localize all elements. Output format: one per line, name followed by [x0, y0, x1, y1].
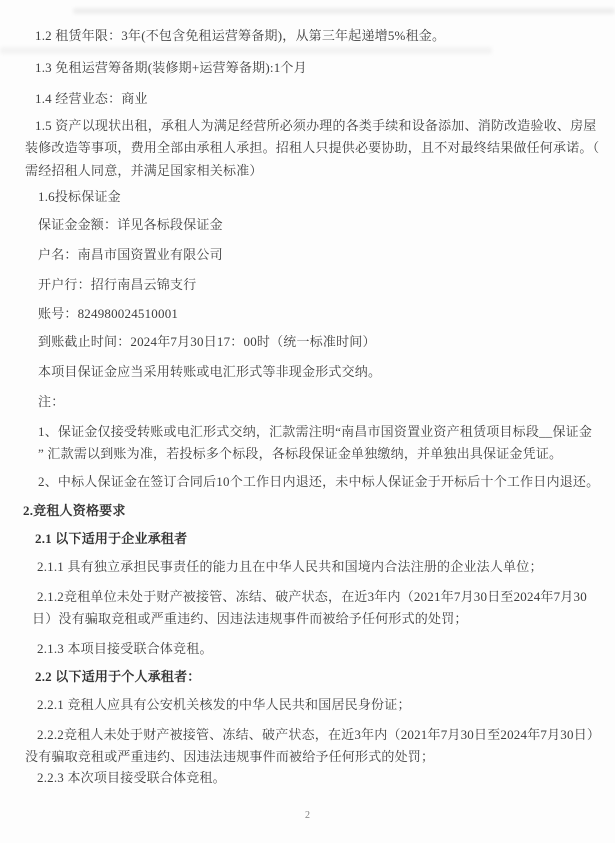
- scan-artifact-top: [73, 8, 615, 14]
- clause-1-5-line-2: 装修改造等事项，费用全部由承租人承担。招租人只提供必要协助，且不对最终结果做任何承诺。（: [25, 140, 600, 155]
- deposit-amount: 保证金金额：详见各标段保证金: [38, 217, 223, 232]
- clause-2-1-1: 2.1.1 具有独立承担民事责任的能力且在中华人民共和国境内合法注册的企业法人单位；: [37, 559, 543, 574]
- clause-1-2: 1.2 租赁年限：3年(不包含免租运营筹备期)，从第三年起递增5%租金。: [35, 28, 446, 43]
- deadline: 到账截止时间：2024年7月30日17：00时（统一标准时间）: [38, 334, 376, 349]
- clause-2-1-2-line-2: 日）没有骗取竞租或严重违约、因违法违规事件而被给予任何形式的处罚；: [32, 611, 468, 626]
- clause-1-5-line-3: 需经招租人同意，并满足国家相关标准）: [25, 163, 263, 178]
- clause-2-1-2-line-1: 2.1.2竞租单位未处于财产被接管、冻结、破产状态，在近3年内（2021年7月30日至2024年7月30: [37, 589, 587, 604]
- clause-1-4: 1.4 经营业态：商业: [35, 91, 148, 106]
- section-2-2-heading: 2.2 以下适用于个人承租者：: [35, 669, 201, 684]
- account-name: 户名：南昌市国资置业有限公司: [38, 247, 223, 262]
- note-1-line-2: ” 汇款需以到账为准，若投标多个标段，各标段保证金单独缴纳，并单独出具保证金凭证。: [38, 446, 563, 461]
- clause-2-1-3: 2.1.3 本项目接受联合体竞租。: [37, 641, 213, 656]
- clause-1-6-heading: 1.6投标保证金: [38, 189, 121, 204]
- note-2: 2、中标人保证金在签订合同后10个工作日内退还，未中标人保证金于开标后十个工作日内退还。: [38, 474, 600, 489]
- account-number: 账号：824980024510001: [38, 306, 179, 321]
- payment-form-note: 本项目保证金应当采用转账或电汇形式等非现金形式交纳。: [38, 364, 382, 379]
- clause-2-2-3: 2.2.3 本次项目接受联合体竞租。: [37, 770, 226, 785]
- clause-2-2-2-line-2: 没有骗取竞租或严重违约、因违法违规事件而被给予任何形式的处罚；: [25, 749, 435, 764]
- bank-branch: 开户行：招行南昌云锦支行: [38, 277, 197, 292]
- clause-2-2-1: 2.2.1 竞租人应具有公安机关核发的中华人民共和国居民身份证；: [37, 697, 411, 712]
- notes-label: 注：: [38, 394, 65, 409]
- scan-artifact-band: [0, 47, 492, 54]
- section-2-1-heading: 2.1 以下适用于企业承租者: [35, 531, 188, 546]
- section-2-heading: 2.竞租人资格要求: [23, 503, 126, 518]
- clause-1-5-line-1: 1.5 资产以现状出租，承租人为满足经营所必须办理的各类手续和设备添加、消防改造验收、房屋: [35, 118, 597, 133]
- note-1-line-1: 1、保证金仅接受转账或电汇形式交纳，汇款需注明“南昌市国资置业资产租赁项目标段__保证金: [38, 424, 593, 439]
- clause-1-3: 1.3 免租运营筹备期(装修期+运营筹备期):1个月: [35, 60, 307, 75]
- clause-2-2-2-line-1: 2.2.2竞租人未处于财产被接管、冻结、破产状态，在近3年内（2021年7月30日至2024年7月30日）: [37, 727, 601, 742]
- page-number: 2: [305, 810, 310, 821]
